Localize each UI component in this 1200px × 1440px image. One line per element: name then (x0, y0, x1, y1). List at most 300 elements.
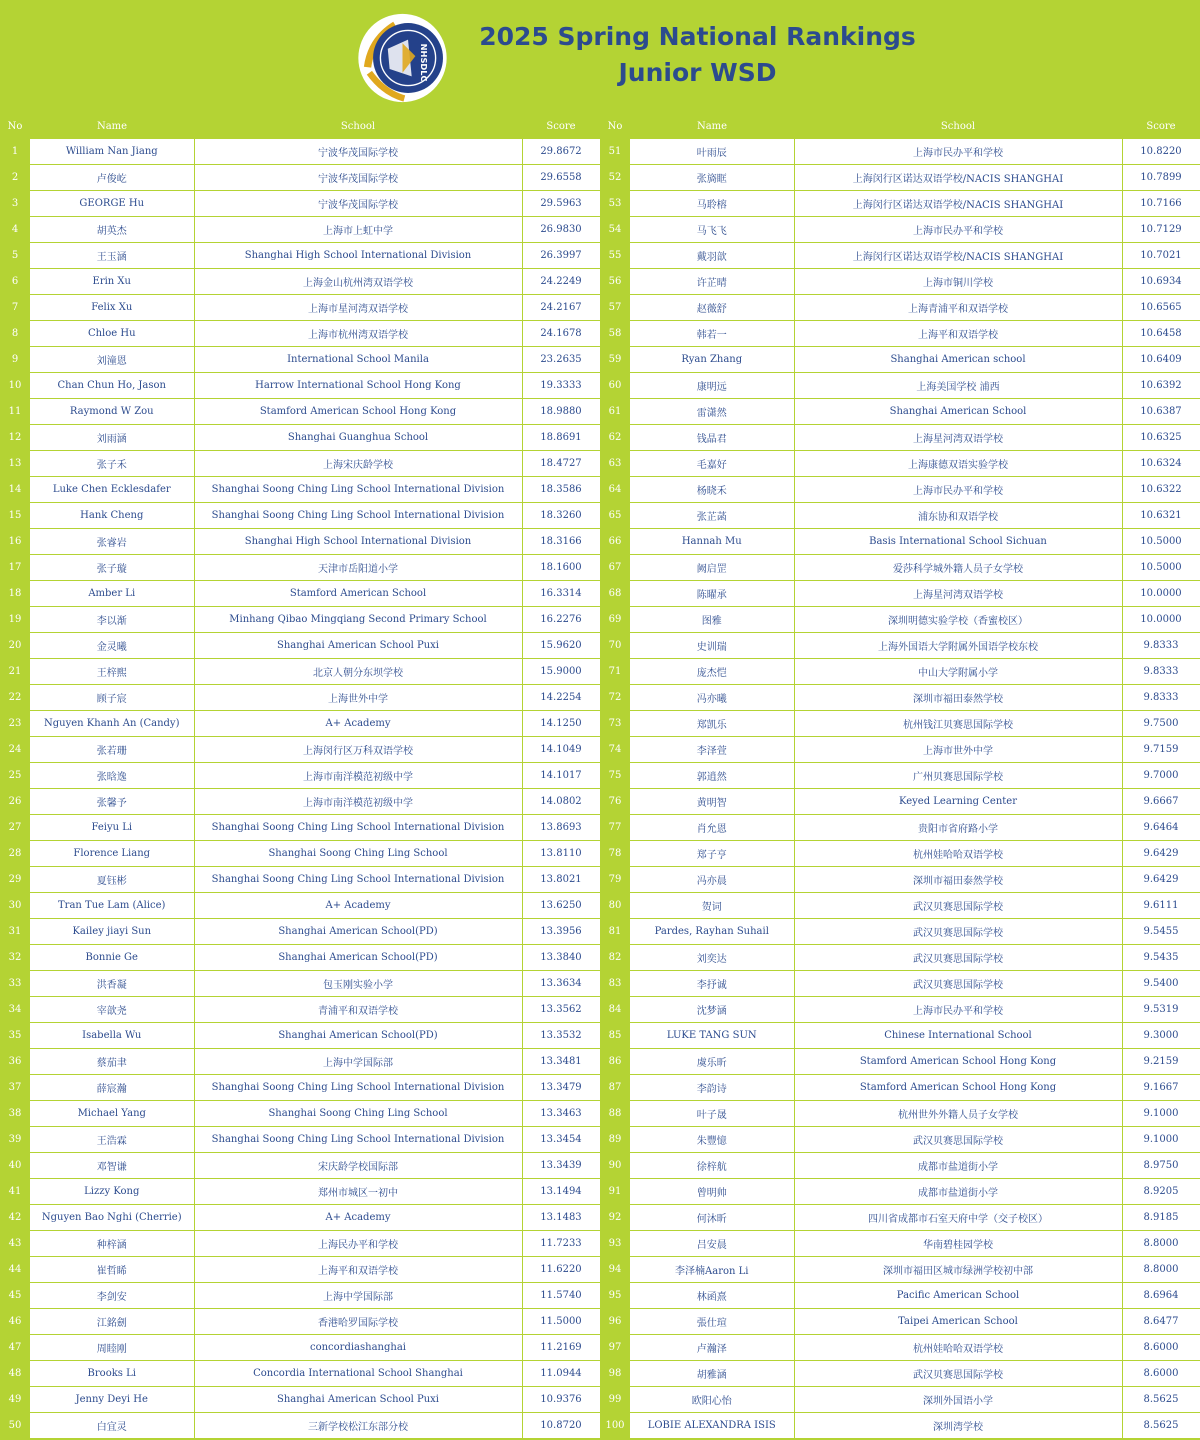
cell-school: 上海金山杭州湾双语学校 (194, 269, 522, 295)
cell-school: Shanghai Soong Ching Ling School (194, 841, 522, 867)
cell-score: 9.8333 (1122, 633, 1200, 659)
cell-name: 江銘劍 (30, 1309, 194, 1335)
cell-rank: 92 (600, 1205, 630, 1231)
table-row (600, 1075, 1200, 1101)
cell-school: 天津市岳阳道小学 (194, 555, 522, 581)
table-row (600, 1335, 1200, 1361)
cell-name: 徐梓航 (630, 1153, 794, 1179)
header-score: Score (522, 114, 600, 139)
cell-name: 叶子晟 (630, 1101, 794, 1127)
cell-score: 9.2159 (1122, 1049, 1200, 1075)
cell-rank: 43 (0, 1231, 30, 1257)
cell-name: 吕安晨 (630, 1231, 794, 1257)
table-row (600, 945, 1200, 971)
cell-score: 9.6667 (1122, 789, 1200, 815)
cell-school: Shanghai Soong Ching Ling School International Division (194, 477, 522, 503)
cell-school: 成都市盐道街小学 (794, 1179, 1122, 1205)
cell-rank: 28 (0, 841, 30, 867)
cell-score: 13.3481 (522, 1049, 600, 1075)
cell-score: 26.3997 (522, 243, 600, 269)
cell-name: 阙启罡 (630, 555, 794, 581)
cell-school: Shanghai Soong Ching Ling School International Division (194, 503, 522, 529)
header-score: Score (1122, 114, 1200, 139)
rankings-table-right (600, 114, 1200, 1439)
cell-rank: 69 (600, 607, 630, 633)
cell-rank: 97 (600, 1335, 630, 1361)
table-row (600, 321, 1200, 347)
cell-rank: 68 (600, 581, 630, 607)
cell-rank: 22 (0, 685, 30, 711)
cell-name: 卢瀚泽 (630, 1335, 794, 1361)
table-row (0, 841, 600, 867)
table-row (600, 997, 1200, 1023)
cell-school: 深圳市福田泰然学校 (794, 685, 1122, 711)
cell-score: 10.6458 (1122, 321, 1200, 347)
cell-school: 上海市上虹中学 (194, 217, 522, 243)
cell-score: 16.2276 (522, 607, 600, 633)
cell-rank: 58 (600, 321, 630, 347)
cell-school: 上海星河湾双语学校 (794, 581, 1122, 607)
cell-score: 18.9880 (522, 399, 600, 425)
cell-rank: 42 (0, 1205, 30, 1231)
cell-rank: 87 (600, 1075, 630, 1101)
cell-school: 武汉贝赛思国际学校 (794, 945, 1122, 971)
cell-school: 上海市世外中学 (794, 737, 1122, 763)
table-row (0, 1387, 600, 1413)
cell-score: 13.3439 (522, 1153, 600, 1179)
table-row (0, 711, 600, 737)
cell-name: 张子璇 (30, 555, 194, 581)
cell-school: 上海市民办平和学校 (794, 139, 1122, 165)
cell-name: 刘奕达 (630, 945, 794, 971)
cell-name: Amber Li (30, 581, 194, 607)
cell-rank: 84 (600, 997, 630, 1023)
cell-school: Minhang Qibao Mingqiang Second Primary School (194, 607, 522, 633)
table-row (0, 1153, 600, 1179)
cell-school: 上海康德双语实验学校 (794, 451, 1122, 477)
table-row (600, 529, 1200, 555)
header-name: Name (630, 114, 794, 139)
table-row (0, 295, 600, 321)
table-row (0, 503, 600, 529)
cell-name: LOBIE ALEXANDRA ISIS (630, 1413, 794, 1439)
cell-score: 10.6392 (1122, 373, 1200, 399)
table-row (0, 1179, 600, 1205)
cell-school: 宁波华茂国际学校 (194, 165, 522, 191)
cell-school: 武汉贝赛思国际学校 (794, 919, 1122, 945)
cell-rank: 49 (0, 1387, 30, 1413)
rankings-table-left (0, 114, 601, 1439)
cell-school: Shanghai American School (794, 399, 1122, 425)
cell-school: Shanghai Guanghua School (194, 425, 522, 451)
cell-rank: 94 (600, 1257, 630, 1283)
rankings-column-right (600, 114, 1200, 1439)
cell-score: 18.3586 (522, 477, 600, 503)
cell-score: 13.1483 (522, 1205, 600, 1231)
table-row (0, 269, 600, 295)
cell-rank: 45 (0, 1283, 30, 1309)
table-row (600, 165, 1200, 191)
cell-rank: 40 (0, 1153, 30, 1179)
cell-score: 9.5435 (1122, 945, 1200, 971)
cell-school: 上海中学国际部 (194, 1283, 522, 1309)
cell-school: Stamford American School Hong Kong (194, 399, 522, 425)
table-row (0, 971, 600, 997)
table-row (0, 945, 600, 971)
cell-rank: 9 (0, 347, 30, 373)
cell-school: 上海市南洋模范初级中学 (194, 789, 522, 815)
table-row (0, 815, 600, 841)
cell-name: Michael Yang (30, 1101, 194, 1127)
cell-name: 郑凯乐 (630, 711, 794, 737)
cell-name: 曾明帅 (630, 1179, 794, 1205)
table-row (0, 165, 600, 191)
cell-rank: 47 (0, 1335, 30, 1361)
cell-name: Felix Xu (30, 295, 194, 321)
cell-rank: 6 (0, 269, 30, 295)
cell-school: 宋庆龄学校国际部 (194, 1153, 522, 1179)
cell-score: 9.5319 (1122, 997, 1200, 1023)
cell-school: 贵阳市省府路小学 (794, 815, 1122, 841)
table-row (0, 607, 600, 633)
table-row (600, 1413, 1200, 1439)
cell-score: 9.7159 (1122, 737, 1200, 763)
cell-score: 13.8110 (522, 841, 600, 867)
cell-school: 三新学校松江东部分校 (194, 1413, 522, 1439)
cell-score: 10.5000 (1122, 529, 1200, 555)
cell-score: 9.1000 (1122, 1127, 1200, 1153)
cell-score: 9.1000 (1122, 1101, 1200, 1127)
cell-score: 14.2254 (522, 685, 600, 711)
table-row (600, 451, 1200, 477)
cell-score: 15.9000 (522, 659, 600, 685)
cell-school: Chinese International School (794, 1023, 1122, 1049)
table-row (0, 737, 600, 763)
table-row (600, 555, 1200, 581)
cell-score: 13.3840 (522, 945, 600, 971)
cell-name: 张旖眶 (630, 165, 794, 191)
cell-score: 10.6322 (1122, 477, 1200, 503)
cell-score: 8.9185 (1122, 1205, 1200, 1231)
cell-name: 王梓熙 (30, 659, 194, 685)
cell-score: 10.6409 (1122, 347, 1200, 373)
cell-score: 29.5963 (522, 191, 600, 217)
table-row (600, 867, 1200, 893)
cell-school: 青浦平和双语学校 (194, 997, 522, 1023)
cell-score: 24.2167 (522, 295, 600, 321)
cell-rank: 21 (0, 659, 30, 685)
cell-school: Pacific American School (794, 1283, 1122, 1309)
cell-rank: 50 (0, 1413, 30, 1439)
cell-school: 武汉贝赛思国际学校 (794, 971, 1122, 997)
table-row (600, 1309, 1200, 1335)
cell-school: Concordia International School Shanghai (194, 1361, 522, 1387)
header-no: No (0, 114, 30, 139)
cell-score: 13.3454 (522, 1127, 600, 1153)
table-row (600, 1049, 1200, 1075)
table-row (0, 1309, 600, 1335)
cell-rank: 27 (0, 815, 30, 841)
cell-score: 10.6325 (1122, 425, 1200, 451)
cell-rank: 35 (0, 1023, 30, 1049)
cell-score: 29.6558 (522, 165, 600, 191)
cell-name: 胡英杰 (30, 217, 194, 243)
cell-school: 上海市星河湾双语学校 (194, 295, 522, 321)
table-row (600, 399, 1200, 425)
cell-rank: 75 (600, 763, 630, 789)
cell-rank: 8 (0, 321, 30, 347)
table-row (600, 1179, 1200, 1205)
cell-rank: 100 (600, 1413, 630, 1439)
cell-score: 14.1049 (522, 737, 600, 763)
cell-school: 上海平和双语学校 (194, 1257, 522, 1283)
cell-score: 13.3463 (522, 1101, 600, 1127)
cell-rank: 85 (600, 1023, 630, 1049)
cell-rank: 23 (0, 711, 30, 737)
cell-rank: 62 (600, 425, 630, 451)
cell-name: 庞杰恺 (630, 659, 794, 685)
cell-score: 10.0000 (1122, 607, 1200, 633)
table-row (600, 139, 1200, 165)
cell-rank: 20 (0, 633, 30, 659)
table-row (600, 789, 1200, 815)
cell-school: 深圳市福田区城市绿洲学校初中部 (794, 1257, 1122, 1283)
cell-score: 16.3314 (522, 581, 600, 607)
cell-name: 张馨予 (30, 789, 194, 815)
table-row (0, 139, 600, 165)
cell-school: 上海市南洋模范初级中学 (194, 763, 522, 789)
cell-rank: 70 (600, 633, 630, 659)
cell-score: 19.3333 (522, 373, 600, 399)
cell-name: 杨晓禾 (630, 477, 794, 503)
cell-score: 26.9830 (522, 217, 600, 243)
cell-school: Shanghai Soong Ching Ling School International Division (194, 867, 522, 893)
cell-school: Shanghai American School(PD) (194, 1023, 522, 1049)
cell-school: Stamford American School Hong Kong (794, 1075, 1122, 1101)
cell-score: 10.5000 (1122, 555, 1200, 581)
table-row (0, 217, 600, 243)
table-row (600, 737, 1200, 763)
cell-name: 薛宸瀚 (30, 1075, 194, 1101)
cell-score: 11.0944 (522, 1361, 600, 1387)
nhsdlc-logo-icon (355, 12, 450, 104)
cell-name: 马聆榕 (630, 191, 794, 217)
cell-rank: 2 (0, 165, 30, 191)
cell-rank: 1 (0, 139, 30, 165)
cell-name: 张子禾 (30, 451, 194, 477)
table-row (600, 191, 1200, 217)
table-row (600, 763, 1200, 789)
cell-name: 虞乐昕 (630, 1049, 794, 1075)
cell-school: Shanghai High School International Division (194, 243, 522, 269)
cell-score: 8.6477 (1122, 1309, 1200, 1335)
header (0, 0, 1200, 114)
cell-school: 上海青浦平和双语学校 (794, 295, 1122, 321)
cell-rank: 72 (600, 685, 630, 711)
cell-score: 18.8691 (522, 425, 600, 451)
cell-school: 上海市杭州湾双语学校 (194, 321, 522, 347)
cell-school: 上海宋庆龄学校 (194, 451, 522, 477)
cell-name: 王玉涵 (30, 243, 194, 269)
cell-rank: 37 (0, 1075, 30, 1101)
cell-score: 14.1017 (522, 763, 600, 789)
cell-rank: 89 (600, 1127, 630, 1153)
cell-school: 上海市铜川学校 (794, 269, 1122, 295)
cell-school: 上海闵行区诺达双语学校/NACIS SHANGHAI (794, 191, 1122, 217)
cell-school: Taipei American School (794, 1309, 1122, 1335)
cell-name: 崔哲睎 (30, 1257, 194, 1283)
cell-school: A+ Academy (194, 711, 522, 737)
cell-score: 8.8000 (1122, 1257, 1200, 1283)
cell-name: 白宜灵 (30, 1413, 194, 1439)
table-row (0, 1205, 600, 1231)
cell-rank: 38 (0, 1101, 30, 1127)
cell-rank: 79 (600, 867, 630, 893)
cell-score: 18.4727 (522, 451, 600, 477)
cell-school: 上海平和双语学校 (794, 321, 1122, 347)
table-row (600, 217, 1200, 243)
cell-name: 康明远 (630, 373, 794, 399)
cell-rank: 99 (600, 1387, 630, 1413)
cell-name: 张芷菡 (630, 503, 794, 529)
table-row (600, 581, 1200, 607)
cell-rank: 4 (0, 217, 30, 243)
cell-name: 朱豐憶 (630, 1127, 794, 1153)
table-row (0, 373, 600, 399)
cell-name: 李泽萱 (630, 737, 794, 763)
cell-name: Pardes, Rayhan Suhail (630, 919, 794, 945)
table-row (600, 347, 1200, 373)
cell-rank: 52 (600, 165, 630, 191)
cell-name: Isabella Wu (30, 1023, 194, 1049)
cell-score: 8.9750 (1122, 1153, 1200, 1179)
table-row (0, 191, 600, 217)
cell-school: 深圳市福田泰然学校 (794, 867, 1122, 893)
cell-score: 8.6000 (1122, 1361, 1200, 1387)
table-row (0, 685, 600, 711)
cell-rank: 11 (0, 399, 30, 425)
cell-name: Nguyen Khanh An (Candy) (30, 711, 194, 737)
table-row (600, 919, 1200, 945)
cell-rank: 98 (600, 1361, 630, 1387)
cell-name: Chan Chun Ho, Jason (30, 373, 194, 399)
table-row (600, 243, 1200, 269)
cell-school: 上海闵行区诺达双语学校/NACIS SHANGHAI (794, 165, 1122, 191)
cell-school: Shanghai American School Puxi (194, 633, 522, 659)
cell-rank: 41 (0, 1179, 30, 1205)
cell-score: 13.3562 (522, 997, 600, 1023)
table-row (0, 1101, 600, 1127)
cell-score: 9.5455 (1122, 919, 1200, 945)
table-row (0, 555, 600, 581)
cell-name: 宰歆尧 (30, 997, 194, 1023)
table-row (0, 1231, 600, 1257)
table-row (0, 425, 600, 451)
table-row (600, 1153, 1200, 1179)
cell-name: 李以渐 (30, 607, 194, 633)
table-row (600, 971, 1200, 997)
cell-score: 10.6321 (1122, 503, 1200, 529)
cell-rank: 3 (0, 191, 30, 217)
cell-school: 杭州娃哈哈双语学校 (794, 1335, 1122, 1361)
table-row (600, 477, 1200, 503)
cell-score: 8.5625 (1122, 1387, 1200, 1413)
cell-name: Hannah Mu (630, 529, 794, 555)
cell-school: 浦东协和双语学校 (794, 503, 1122, 529)
cell-name: Ryan Zhang (630, 347, 794, 373)
cell-score: 9.6111 (1122, 893, 1200, 919)
header-school: School (194, 114, 522, 139)
table-row (600, 1023, 1200, 1049)
cell-name: 许芷晴 (630, 269, 794, 295)
cell-name: 胡雅涵 (630, 1361, 794, 1387)
cell-score: 10.7129 (1122, 217, 1200, 243)
table-row (600, 633, 1200, 659)
table-row (0, 1413, 600, 1439)
cell-school: 上海市民办平和学校 (794, 477, 1122, 503)
table-row (600, 711, 1200, 737)
cell-name: 雷潇然 (630, 399, 794, 425)
cell-rank: 15 (0, 503, 30, 529)
cell-name: 李剑安 (30, 1283, 194, 1309)
cell-name: 戴羽歆 (630, 243, 794, 269)
table-row (0, 1257, 600, 1283)
table-header-row (0, 114, 600, 139)
cell-school: 杭州世外外籍人员子女学校 (794, 1101, 1122, 1127)
page-title: 2025 Spring National Rankings (479, 22, 916, 51)
cell-name: 张睿岩 (30, 529, 194, 555)
header-school: School (794, 114, 1122, 139)
cell-name: Florence Liang (30, 841, 194, 867)
cell-name: 贺词 (630, 893, 794, 919)
cell-name: 王浩霖 (30, 1127, 194, 1153)
cell-rank: 66 (600, 529, 630, 555)
cell-name: 李抒诚 (630, 971, 794, 997)
cell-name: 顾子宸 (30, 685, 194, 711)
table-row (600, 815, 1200, 841)
cell-school: A+ Academy (194, 893, 522, 919)
cell-school: Shanghai American School Puxi (194, 1387, 522, 1413)
cell-rank: 39 (0, 1127, 30, 1153)
cell-rank: 13 (0, 451, 30, 477)
cell-score: 11.5740 (522, 1283, 600, 1309)
cell-school: 深圳明德实验学校（香蜜校区） (794, 607, 1122, 633)
cell-rank: 5 (0, 243, 30, 269)
cell-school: 四川省成都市石室天府中学（交子校区） (794, 1205, 1122, 1231)
cell-school: 广州贝赛思国际学校 (794, 763, 1122, 789)
cell-rank: 91 (600, 1179, 630, 1205)
svg-text:NHSDLC: NHSDLC (418, 43, 429, 82)
cell-score: 10.8720 (522, 1413, 600, 1439)
table-row (600, 1205, 1200, 1231)
table-row (0, 1049, 600, 1075)
cell-name: 图雅 (630, 607, 794, 633)
cell-score: 10.7021 (1122, 243, 1200, 269)
table-row (600, 893, 1200, 919)
table-row (600, 1283, 1200, 1309)
cell-rank: 30 (0, 893, 30, 919)
cell-score: 13.3479 (522, 1075, 600, 1101)
cell-school: 武汉贝赛思国际学校 (794, 1127, 1122, 1153)
table-row (0, 1127, 600, 1153)
table-row (0, 893, 600, 919)
cell-score: 10.6324 (1122, 451, 1200, 477)
table-row (0, 919, 600, 945)
cell-name: 沈梦涵 (630, 997, 794, 1023)
cell-rank: 80 (600, 893, 630, 919)
cell-score: 14.0802 (522, 789, 600, 815)
cell-name: Luke Chen Ecklesdafer (30, 477, 194, 503)
